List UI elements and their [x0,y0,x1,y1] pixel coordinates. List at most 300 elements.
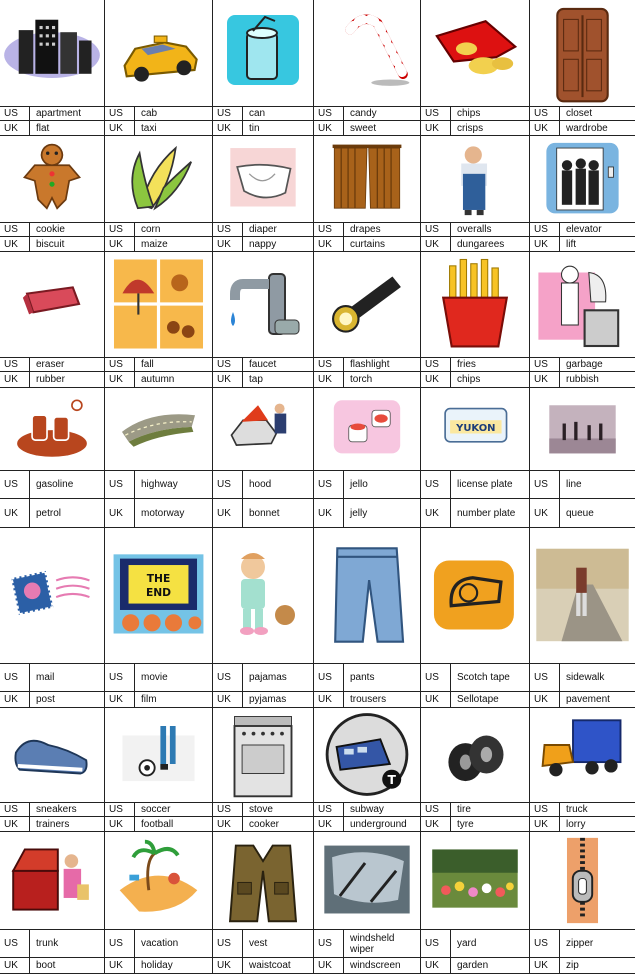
country-code: US [421,358,451,371]
vocab-row [0,707,635,831]
us-term-row [0,107,104,121]
uk-word: film [141,694,157,705]
zipper-icon [530,832,635,930]
vocab-cell [314,251,421,387]
country-code: UK [105,372,135,387]
uk-word: jelly [350,507,368,519]
country-code: US [314,803,344,816]
vocab-cell [213,0,314,135]
uk-word: football [141,818,174,830]
us-word: windsheld wiper [350,932,395,955]
vocab-cell [105,0,213,135]
us-word: hood [249,479,272,490]
highway-icon [105,387,212,471]
country-code: UK [213,237,243,251]
uk-word: sweet [350,122,377,134]
uk-word: nappy [249,238,277,250]
garden-yard-icon [421,832,529,930]
country-code: UK [213,958,243,973]
vocab-row [0,527,635,707]
uk-term-row [314,958,420,973]
country-code: UK [530,817,560,831]
us-term-row [314,223,420,237]
country-code: UK [105,499,135,527]
vocab-cell [530,136,635,251]
country-code: US [530,358,560,371]
country-code: UK [0,372,30,387]
vocab-cell [421,387,530,527]
us-term-row [530,664,635,692]
us-word: cab [141,108,158,119]
svg-text:YUKON: YUKON [456,422,496,434]
uk-term-row [0,121,104,135]
country-code: UK [213,372,243,387]
country-code: US [213,107,243,120]
us-term-row [213,223,313,237]
country-code: UK [0,499,30,527]
uk-term-row [213,958,313,973]
country-code: UK [0,817,30,831]
uk-term-row [530,692,635,707]
us-word: garbage [566,359,603,370]
us-word: vacation [141,938,179,949]
sidewalk-icon [530,527,635,664]
country-code: UK [421,817,451,831]
elevator-icon [530,136,635,223]
uk-word: tap [249,374,263,385]
uk-term-row [213,499,313,527]
country-code: UK [314,237,344,251]
uk-word: rubber [36,374,65,385]
vocab-cell [530,251,635,387]
country-code: UK [105,958,135,973]
uk-term-row [421,692,529,707]
country-code: UK [0,692,30,707]
us-word: fries [457,359,476,370]
uk-term-row [0,817,104,831]
country-code: US [105,930,135,957]
vocab-cell [314,0,421,135]
vocab-cell [213,707,314,831]
overalls-man-icon [421,136,529,223]
gingerbread-cookie-icon [0,136,104,223]
vocab-cell [421,832,530,973]
us-term-row [105,223,212,237]
uk-term-row [213,237,313,251]
us-word: jello [350,479,368,490]
country-code: US [421,664,451,691]
vocab-cell [530,0,635,135]
uk-term-row [530,121,635,135]
uk-word: pavement [566,694,610,705]
stove-icon [213,707,313,803]
corn-cob-icon [105,136,212,223]
svg-text:T: T [387,772,396,787]
country-code: UK [0,121,30,135]
us-word: highway [141,479,178,490]
uk-term-row [105,958,212,973]
vocab-cell [0,387,105,527]
uk-term-row [314,372,420,387]
country-code: UK [314,499,344,527]
us-word: drapes [350,224,381,235]
country-code: US [530,471,560,498]
country-code: US [314,471,344,498]
row-divider [0,973,635,974]
us-word: sidewalk [566,672,605,683]
uk-word: curtains [350,238,386,250]
country-code: US [314,930,344,957]
uk-word: cooker [249,818,280,830]
uk-word: underground [350,818,407,830]
country-code: US [0,664,30,691]
tape-dispenser-icon [421,527,529,664]
vocab-cell [213,832,314,973]
car-hood-icon [213,387,313,471]
pajamas-child-icon [213,527,313,664]
vocab-cell [421,707,530,831]
vocab-cell [421,0,530,135]
vocab-cell [105,707,213,831]
uk-term-row [530,817,635,831]
country-code: US [0,803,30,816]
uk-word: lorry [566,818,586,830]
vocab-cell [421,251,530,387]
svg-text:END: END [145,586,172,600]
car-trunk-icon [0,832,104,930]
vocab-row [0,387,635,527]
vocab-cell [0,0,105,135]
us-term-row [314,107,420,121]
country-code: US [213,471,243,498]
us-word: cookie [36,224,65,235]
vocab-row [0,251,635,387]
country-code: UK [530,121,560,135]
country-code: UK [213,499,243,527]
us-term-row [530,471,635,499]
country-code: US [314,107,344,120]
us-term-row [314,803,420,817]
uk-word: trainers [36,818,70,830]
us-term-row [530,358,635,372]
us-term-row [0,930,104,958]
vocab-cell [314,707,421,831]
vocab-cell [105,527,213,707]
us-term-row [0,223,104,237]
us-term-row [530,930,635,958]
us-word: subway [350,804,384,815]
us-word: can [249,108,266,119]
uk-word: motorway [141,507,185,519]
queue-people-icon [530,387,635,471]
country-code: UK [105,692,135,707]
truck-icon [530,707,635,803]
country-code: US [421,107,451,120]
us-word: tire [457,804,471,815]
country-code: UK [213,817,243,831]
country-code: UK [530,499,560,527]
country-code: US [213,803,243,816]
country-code: UK [213,692,243,707]
chips-bag-icon [421,0,529,107]
vocab-cell [314,136,421,251]
country-code: UK [314,121,344,135]
us-term-row [314,930,420,958]
vocab-cell [314,832,421,973]
us-word: gasoline [36,479,74,490]
uk-term-row [421,817,529,831]
uk-word: autumn [141,374,175,385]
uk-term-row [530,237,635,251]
uk-term-row [314,692,420,707]
flashlight-icon [314,251,420,358]
country-code: UK [0,237,30,251]
uk-term-row [421,372,529,387]
vacation-island-icon [105,832,212,930]
country-code: UK [421,499,451,527]
vocab-cell [530,832,635,973]
uk-word: boot [36,960,56,971]
country-code: UK [421,121,451,135]
us-word: trunk [36,938,59,949]
uk-term-row [314,499,420,527]
us-term-row [0,471,104,499]
french-fries-icon [421,251,529,358]
uk-word: zip [566,960,579,971]
us-term-row [421,358,529,372]
us-word: truck [566,804,588,815]
us-term-row [213,664,313,692]
country-code: US [530,930,560,957]
country-code: US [213,930,243,957]
us-term-row [314,358,420,372]
vocab-cell [0,707,105,831]
us-word: line [566,479,582,490]
uk-word: dungarees [457,238,505,250]
us-word: eraser [36,359,65,370]
us-word: yard [457,938,477,949]
country-code: US [105,664,135,691]
us-word: vest [249,938,268,949]
uk-word: wardrobe [566,122,608,134]
us-term-row [421,223,529,237]
us-word: closet [566,108,593,119]
vocab-row [0,0,635,135]
vocab-row [0,136,635,251]
vocab-cell [105,251,213,387]
us-term-row [530,803,635,817]
uk-word: flat [36,122,50,134]
us-word: stove [249,804,273,815]
gas-pump-icon [0,387,104,471]
vocab-row [0,832,635,973]
postage-stamp-icon [0,527,104,664]
vocab-cell [530,707,635,831]
uk-word: windscreen [350,960,401,971]
country-code: UK [314,958,344,973]
uk-term-row [213,121,313,135]
country-code: US [0,223,30,236]
country-code: UK [421,692,451,707]
uk-word: maize [141,238,168,250]
uk-word: post [36,694,55,705]
us-term-row [213,358,313,372]
country-code: UK [314,372,344,387]
uk-term-row [530,958,635,973]
uk-term-row [0,372,104,387]
uk-word: trousers [350,694,387,705]
vocab-cell [0,136,105,251]
uk-word: queue [566,507,594,519]
country-code: US [530,803,560,816]
uk-word: tin [249,122,260,134]
vocab-cell [213,527,314,707]
svg-text:THE: THE [146,572,171,586]
us-term-row [421,471,529,499]
uk-term-row [105,372,212,387]
us-word: fall [141,359,154,370]
uk-word: garden [457,960,489,971]
us-word: pants [350,672,375,683]
diaper-icon [213,136,313,223]
country-code: US [105,107,135,120]
country-code: UK [105,817,135,831]
us-term-row [213,930,313,958]
us-term-row [0,803,104,817]
country-code: US [105,471,135,498]
us-term-row [421,930,529,958]
country-code: UK [213,121,243,135]
us-term-row [0,664,104,692]
country-code: UK [0,958,30,973]
uk-term-row [0,237,104,251]
uk-term-row [421,499,529,527]
vocab-cell [105,136,213,251]
us-word: zipper [566,938,594,949]
uk-word: waistcoat [249,960,291,971]
us-word: corn [141,224,161,235]
vocab-cell [421,136,530,251]
country-code: US [421,223,451,236]
us-word: faucet [249,359,277,370]
uk-term-row [314,121,420,135]
country-code: US [314,664,344,691]
us-term-row [213,107,313,121]
us-term-row [105,471,212,499]
country-code: UK [530,372,560,387]
us-term-row [421,803,529,817]
country-code: US [314,223,344,236]
autumn-leaves-icon [105,251,212,358]
country-code: US [314,358,344,371]
country-code: UK [530,958,560,973]
windshield-wiper-icon [314,832,420,930]
uk-term-row [105,692,212,707]
country-code: US [213,358,243,371]
country-code: UK [421,237,451,251]
us-word: chips [457,108,481,119]
uk-word: pyjamas [249,694,287,705]
us-term-row [0,358,104,372]
us-term-row [105,664,212,692]
uk-term-row [105,121,212,135]
garbage-bin-icon [530,251,635,358]
uk-term-row [213,817,313,831]
us-term-row [213,471,313,499]
uk-word: number plate [457,507,516,519]
uk-term-row [105,817,212,831]
vocab-cell [0,527,105,707]
uk-term-row [314,817,420,831]
uk-term-row [105,237,212,251]
uk-term-row [213,692,313,707]
us-word: sneakers [36,804,77,815]
vest-icon [213,832,313,930]
uk-term-row [0,692,104,707]
country-code: US [105,803,135,816]
us-word: apartment [36,108,82,119]
us-term-row [105,358,212,372]
country-code: UK [421,372,451,387]
country-code: UK [530,692,560,707]
us-term-row [105,803,212,817]
us-word: candy [350,108,377,119]
uk-term-row [530,499,635,527]
uk-term-row [421,121,529,135]
curtains-icon [314,136,420,223]
uk-term-row [0,499,104,527]
uk-word: tyre [457,818,474,830]
country-code: US [421,803,451,816]
vocab-cell [314,527,421,707]
vocab-cell [530,527,635,707]
uk-term-row [421,237,529,251]
jello-icon [314,387,420,471]
jeans-icon [314,527,420,664]
soccer-icon [105,707,212,803]
uk-word: petrol [36,507,62,519]
country-code: US [421,471,451,498]
country-code: US [213,223,243,236]
license-plate-icon [421,387,529,471]
country-code: US [213,664,243,691]
us-word: flashlight [350,359,390,370]
vocab-cell [0,832,105,973]
us-word: license plate [457,479,513,490]
tin-can-icon [213,0,313,107]
us-term-row [314,471,420,499]
country-code: US [0,107,30,120]
country-code: UK [105,237,135,251]
us-term-row [213,803,313,817]
country-code: US [530,107,560,120]
sneaker-icon [0,707,104,803]
country-code: UK [314,692,344,707]
us-word: diaper [249,224,277,235]
country-code: US [0,471,30,498]
candy-cane-icon [314,0,420,107]
uk-term-row [105,499,212,527]
uk-word: bonnet [249,507,280,519]
us-term-row [421,664,529,692]
country-code: UK [105,121,135,135]
uk-word: crisps [457,122,484,134]
uk-word: taxi [141,122,157,134]
uk-word: rubbish [566,374,599,385]
country-code: UK [314,817,344,831]
us-word: movie [141,672,168,683]
us-word: overalls [457,224,492,235]
